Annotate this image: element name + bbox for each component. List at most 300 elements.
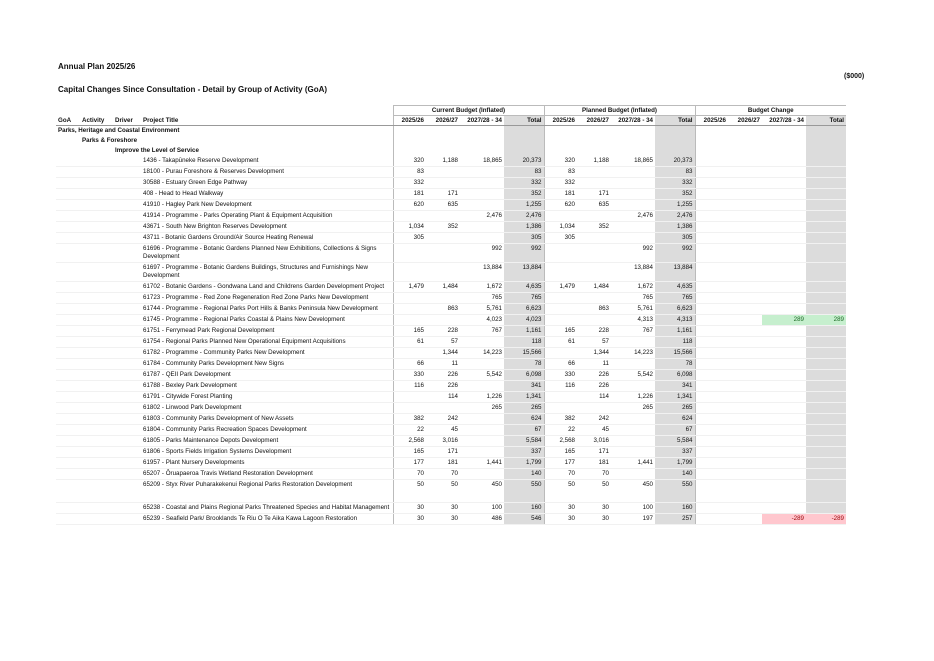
planned-y1-cell: 165: [544, 447, 577, 458]
col-planned-y2: 2026/27: [577, 116, 611, 126]
blank-indent-cell: [56, 503, 80, 514]
change-total-cell: [806, 414, 846, 425]
blank-indent-cell: [113, 167, 141, 178]
change-total-cell: [806, 447, 846, 458]
blank-indent-cell: [56, 514, 80, 525]
planned-y1-cell: 181: [544, 189, 577, 200]
change-y2-cell: [728, 348, 762, 359]
project-title-cell: 61791 - Citywide Forest Planting: [141, 392, 393, 403]
project-title-cell: 61723 - Programme - Red Zone Regeneration Red Zone Parks New Development: [141, 293, 393, 304]
planned-y1-cell: [544, 293, 577, 304]
current-y3-cell: 265: [460, 403, 504, 414]
change-y2-cell: [728, 436, 762, 447]
change-y3-cell: [762, 370, 806, 381]
planned-y3-cell: [611, 447, 655, 458]
change-y3-cell: [762, 458, 806, 469]
change-y2-cell: [728, 414, 762, 425]
blank-indent-cell: [80, 458, 113, 469]
planned-total-cell: 4,635: [655, 282, 695, 293]
blank-indent-cell: [113, 293, 141, 304]
change-total-cell: [806, 359, 846, 370]
current-y3-cell: [460, 337, 504, 348]
planned-y3-cell: 5,542: [611, 370, 655, 381]
change-y1-cell: [695, 282, 728, 293]
planned-total-cell: 2,476: [655, 211, 695, 222]
change-total-cell: [806, 200, 846, 211]
blank-indent-cell: [113, 480, 141, 503]
blank-indent-cell: [80, 359, 113, 370]
col-activity: Activity: [80, 116, 113, 126]
planned-y1-cell: 165: [544, 326, 577, 337]
planned-total-cell: 6,623: [655, 304, 695, 315]
blank-indent-cell: [56, 436, 80, 447]
change-total-cell: [806, 211, 846, 222]
current-y2-cell: [426, 167, 460, 178]
change-y1-cell: [695, 233, 728, 244]
project-title-cell: 43671 - South New Brighton Reserves Development: [141, 222, 393, 233]
planned-total-cell: 1,799: [655, 458, 695, 469]
current-y2-cell: [426, 211, 460, 222]
change-y2-cell: [728, 480, 762, 503]
driver-section-row: [56, 146, 846, 156]
project-title-cell: 18100 - Purau Foreshore & Reserves Development: [141, 167, 393, 178]
col-change-y2: 2026/27: [728, 116, 762, 126]
current-total-cell: 140: [504, 469, 544, 480]
blank-indent-cell: [113, 469, 141, 480]
change-total-cell: [806, 263, 846, 282]
current-total-cell: 83: [504, 167, 544, 178]
blank-indent-cell: [80, 403, 113, 414]
planned-budget-header: Planned Budget (Inflated): [544, 106, 695, 116]
current-y1-cell: 181: [393, 189, 426, 200]
current-y1-cell: [393, 293, 426, 304]
planned-y2-cell: 114: [577, 392, 611, 403]
planned-total-cell: 6,098: [655, 370, 695, 381]
change-y2-cell: [728, 403, 762, 414]
project-title-cell: 61802 - Linwood Park Development: [141, 403, 393, 414]
planned-total-cell: 1,341: [655, 392, 695, 403]
blank-indent-cell: [113, 348, 141, 359]
current-y1-cell: [393, 263, 426, 282]
project-row: [56, 326, 846, 337]
current-y1-cell: 30: [393, 503, 426, 514]
planned-y1-cell: [544, 211, 577, 222]
blank-indent-cell: [56, 348, 80, 359]
change-y3-cell: [762, 222, 806, 233]
current-y1-cell: 50: [393, 480, 426, 503]
goa-section-row: [56, 126, 846, 137]
change-y3-cell: [762, 348, 806, 359]
blank-indent-cell: [113, 178, 141, 189]
current-y3-cell: 4,023: [460, 315, 504, 326]
change-y3-cell: [762, 293, 806, 304]
project-title-cell: 61787 - QEII Park Development: [141, 370, 393, 381]
planned-y2-cell: 57: [577, 337, 611, 348]
change-y3-cell: [762, 244, 806, 263]
col-driver: Driver: [113, 116, 141, 126]
change-y1-cell: [695, 370, 728, 381]
blank-indent-cell: [80, 189, 113, 200]
planned-y2-cell: 226: [577, 381, 611, 392]
current-total-cell: 1,386: [504, 222, 544, 233]
planned-y1-cell: 22: [544, 425, 577, 436]
change-total-cell: [806, 337, 846, 348]
blank-indent-cell: [56, 211, 80, 222]
change-total-cell: [806, 392, 846, 403]
current-y3-cell: 765: [460, 293, 504, 304]
current-y1-cell: [393, 403, 426, 414]
project-title-cell: 61745 - Programme - Regional Parks Coastal & Plains New Development: [141, 315, 393, 326]
planned-y2-cell: [577, 167, 611, 178]
current-y1-cell: 320: [393, 156, 426, 167]
change-y3-cell: [762, 263, 806, 282]
planned-y3-cell: 4,313: [611, 315, 655, 326]
planned-y3-cell: 1,226: [611, 392, 655, 403]
column-header-row: [56, 116, 846, 126]
blank-indent-cell: [113, 370, 141, 381]
change-y1-cell: [695, 326, 728, 337]
planned-total-cell: 257: [655, 514, 695, 525]
change-y3-cell: [762, 403, 806, 414]
current-y1-cell: [393, 304, 426, 315]
current-y2-cell: 181: [426, 458, 460, 469]
blank-indent-cell: [56, 414, 80, 425]
project-row: [56, 370, 846, 381]
project-title-cell: 61702 - Botanic Gardens - Gondwana Land and Childrens Garden Development Project: [141, 282, 393, 293]
project-title-cell: 61803 - Community Parks Development of New Assets: [141, 414, 393, 425]
current-y1-cell: 2,568: [393, 436, 426, 447]
planned-y1-cell: [544, 244, 577, 263]
blank-indent-cell: [56, 392, 80, 403]
planned-y2-cell: 30: [577, 503, 611, 514]
change-y2-cell: [728, 315, 762, 326]
planned-y1-cell: [544, 392, 577, 403]
blank-indent-cell: [80, 469, 113, 480]
change-y2-cell: [728, 392, 762, 403]
budget-change-header: Budget Change: [695, 106, 846, 116]
current-y2-cell: 226: [426, 370, 460, 381]
blank-indent-cell: [56, 156, 80, 167]
col-change-total: Total: [806, 116, 846, 126]
current-y2-cell: [426, 293, 460, 304]
blank-indent-cell: [80, 263, 113, 282]
planned-y1-cell: 70: [544, 469, 577, 480]
current-y2-cell: [426, 263, 460, 282]
change-y2-cell: [728, 167, 762, 178]
blank-indent-cell: [56, 293, 80, 304]
activity-section-row: [56, 136, 846, 146]
planned-y3-cell: 450: [611, 480, 655, 503]
change-y1-cell: [695, 167, 728, 178]
current-y2-cell: 1,188: [426, 156, 460, 167]
planned-y3-cell: [611, 469, 655, 480]
change-y3-cell: [762, 211, 806, 222]
project-row: [56, 392, 846, 403]
change-y3-cell: -289: [762, 514, 806, 525]
planned-total-cell: 160: [655, 503, 695, 514]
project-title-cell: 65207 - Ōruapaeroa Travis Wetland Restoration Development: [141, 469, 393, 480]
planned-y3-cell: 765: [611, 293, 655, 304]
col-current-total: Total: [504, 116, 544, 126]
planned-y2-cell: 30: [577, 514, 611, 525]
change-total-cell: [806, 403, 846, 414]
planned-y2-cell: 1,188: [577, 156, 611, 167]
change-y3-cell: [762, 200, 806, 211]
planned-total-cell: 140: [655, 469, 695, 480]
current-y1-cell: [393, 211, 426, 222]
activity-section-label: Parks & Foreshore: [82, 137, 138, 144]
current-y3-cell: [460, 447, 504, 458]
planned-total-cell: 83: [655, 167, 695, 178]
current-y3-cell: [460, 167, 504, 178]
change-y3-cell: 289: [762, 315, 806, 326]
planned-y2-cell: [577, 403, 611, 414]
current-y3-cell: [460, 178, 504, 189]
change-total-cell: -289: [806, 514, 846, 525]
current-y3-cell: [460, 381, 504, 392]
blank-indent-cell: [80, 514, 113, 525]
blank-indent-cell: [80, 370, 113, 381]
current-y2-cell: 171: [426, 189, 460, 200]
planned-total-cell: 78: [655, 359, 695, 370]
planned-y3-cell: [611, 359, 655, 370]
planned-total-cell: 624: [655, 414, 695, 425]
project-row: [56, 304, 846, 315]
change-y2-cell: [728, 326, 762, 337]
blank-indent-cell: [80, 436, 113, 447]
col-change-y1: 2025/26: [695, 116, 728, 126]
change-y1-cell: [695, 348, 728, 359]
current-total-cell: 78: [504, 359, 544, 370]
current-total-cell: 4,023: [504, 315, 544, 326]
project-row: [56, 189, 846, 200]
current-y2-cell: 114: [426, 392, 460, 403]
planned-y2-cell: [577, 293, 611, 304]
current-y2-cell: 863: [426, 304, 460, 315]
blank-indent-cell: [56, 200, 80, 211]
planned-total-cell: 265: [655, 403, 695, 414]
col-current-y1: 2025/26: [393, 116, 426, 126]
planned-total-cell: 13,884: [655, 263, 695, 282]
project-title-cell: 61804 - Community Parks Recreation Spaces Development: [141, 425, 393, 436]
change-y2-cell: [728, 263, 762, 282]
change-total-cell: [806, 370, 846, 381]
current-total-cell: 550: [504, 480, 544, 503]
planned-y2-cell: 228: [577, 326, 611, 337]
current-total-cell: 765: [504, 293, 544, 304]
blank-indent-cell: [80, 326, 113, 337]
planned-y1-cell: 177: [544, 458, 577, 469]
current-total-cell: 352: [504, 189, 544, 200]
current-y1-cell: 61: [393, 337, 426, 348]
group-header-row: [56, 106, 846, 116]
change-y2-cell: [728, 233, 762, 244]
project-title-cell: 41910 - Hagley Park New Development: [141, 200, 393, 211]
change-y2-cell: [728, 469, 762, 480]
planned-y2-cell: [577, 211, 611, 222]
planned-y1-cell: 66: [544, 359, 577, 370]
blank-indent-cell: [113, 156, 141, 167]
project-title-cell: 408 - Head to Head Walkway: [141, 189, 393, 200]
change-total-cell: 289: [806, 315, 846, 326]
blank-indent-cell: [56, 403, 80, 414]
change-y1-cell: [695, 222, 728, 233]
current-y2-cell: 228: [426, 326, 460, 337]
current-y1-cell: 22: [393, 425, 426, 436]
project-title-cell: 61696 - Programme - Botanic Gardens Planned New Exhibitions, Collections & Signs Development: [141, 244, 393, 263]
project-row: [56, 211, 846, 222]
current-y2-cell: 226: [426, 381, 460, 392]
current-y1-cell: [393, 315, 426, 326]
planned-y3-cell: [611, 414, 655, 425]
current-y1-cell: 165: [393, 326, 426, 337]
col-change-y3: 2027/28 - 34: [762, 116, 806, 126]
planned-y2-cell: 242: [577, 414, 611, 425]
planned-total-cell: 5,584: [655, 436, 695, 447]
current-y2-cell: 30: [426, 503, 460, 514]
change-y3-cell: [762, 381, 806, 392]
current-y3-cell: 5,761: [460, 304, 504, 315]
change-y1-cell: [695, 414, 728, 425]
change-total-cell: [806, 178, 846, 189]
planned-y1-cell: 330: [544, 370, 577, 381]
change-y3-cell: [762, 337, 806, 348]
planned-y2-cell: [577, 233, 611, 244]
blank-indent-cell: [113, 244, 141, 263]
planned-total-cell: 341: [655, 381, 695, 392]
blank-indent-cell: [80, 425, 113, 436]
current-total-cell: 341: [504, 381, 544, 392]
change-y2-cell: [728, 381, 762, 392]
project-row: [56, 178, 846, 189]
current-y1-cell: [393, 244, 426, 263]
current-total-cell: 1,255: [504, 200, 544, 211]
change-y1-cell: [695, 447, 728, 458]
project-title-cell: 61697 - Programme - Botanic Gardens Buildings, Structures and Furnishings New Development: [141, 263, 393, 282]
planned-total-cell: 15,566: [655, 348, 695, 359]
current-y3-cell: [460, 425, 504, 436]
current-y3-cell: [460, 469, 504, 480]
planned-y3-cell: 18,865: [611, 156, 655, 167]
project-row: [56, 293, 846, 304]
planned-y3-cell: [611, 200, 655, 211]
change-y1-cell: [695, 211, 728, 222]
project-title-cell: 61754 - Regional Parks Planned New Operational Equipment Acquisitions: [141, 337, 393, 348]
planned-y1-cell: 332: [544, 178, 577, 189]
blank-indent-cell: [80, 392, 113, 403]
change-y1-cell: [695, 156, 728, 167]
planned-y1-cell: [544, 263, 577, 282]
current-y1-cell: 165: [393, 447, 426, 458]
planned-y2-cell: 1,344: [577, 348, 611, 359]
change-y2-cell: [728, 282, 762, 293]
project-row: [56, 480, 846, 503]
blank-indent-cell: [56, 315, 80, 326]
current-total-cell: 13,884: [504, 263, 544, 282]
page-title: Annual Plan 2025/26: [58, 62, 136, 71]
current-y2-cell: 1,484: [426, 282, 460, 293]
project-title-cell: 1436 - Takapūneke Reserve Development: [141, 156, 393, 167]
project-row: [56, 403, 846, 414]
change-y3-cell: [762, 469, 806, 480]
change-total-cell: [806, 293, 846, 304]
blank-indent-cell: [56, 458, 80, 469]
blank-indent-cell: [56, 189, 80, 200]
current-y2-cell: 3,016: [426, 436, 460, 447]
blank-indent-cell: [56, 469, 80, 480]
planned-total-cell: 332: [655, 178, 695, 189]
current-y2-cell: [426, 315, 460, 326]
planned-y2-cell: [577, 263, 611, 282]
goa-section-label: Parks, Heritage and Coastal Environment: [58, 127, 180, 134]
blank-indent-cell: [113, 503, 141, 514]
units-label: ($000): [844, 73, 865, 80]
planned-y3-cell: [611, 337, 655, 348]
blank-indent-cell: [80, 503, 113, 514]
change-total-cell: [806, 244, 846, 263]
current-y2-cell: 635: [426, 200, 460, 211]
project-row: [56, 469, 846, 480]
current-total-cell: 337: [504, 447, 544, 458]
project-row: [56, 156, 846, 167]
change-y2-cell: [728, 156, 762, 167]
project-row: [56, 447, 846, 458]
blank-indent-cell: [80, 480, 113, 503]
change-y1-cell: [695, 436, 728, 447]
change-y3-cell: [762, 233, 806, 244]
change-y3-cell: [762, 178, 806, 189]
change-y1-cell: [695, 458, 728, 469]
planned-y3-cell: 13,884: [611, 263, 655, 282]
blank-indent-cell: [56, 233, 80, 244]
planned-y2-cell: 181: [577, 458, 611, 469]
change-y2-cell: [728, 244, 762, 263]
project-title-cell: 61751 - Ferrymead Park Regional Development: [141, 326, 393, 337]
project-title-cell: 43711 - Botanic Gardens Ground/Air Source Heating Renewal: [141, 233, 393, 244]
change-total-cell: [806, 282, 846, 293]
budget-table: [56, 105, 846, 525]
change-y1-cell: [695, 514, 728, 525]
current-y2-cell: 50: [426, 480, 460, 503]
col-planned-y3: 2027/28 - 34: [611, 116, 655, 126]
planned-total-cell: 992: [655, 244, 695, 263]
col-current-y3: 2027/28 - 34: [460, 116, 504, 126]
blank-indent-cell: [56, 178, 80, 189]
blank-indent-cell: [56, 244, 80, 263]
blank-indent-cell: [113, 381, 141, 392]
blank-indent-cell: [56, 326, 80, 337]
blank-indent-cell: [113, 403, 141, 414]
change-y3-cell: [762, 189, 806, 200]
current-y3-cell: [460, 189, 504, 200]
blank-indent-cell: [56, 304, 80, 315]
project-row: [56, 244, 846, 263]
change-y2-cell: [728, 211, 762, 222]
driver-section-label: Improve the Level of Service: [115, 147, 199, 154]
current-total-cell: 265: [504, 403, 544, 414]
planned-y3-cell: 197: [611, 514, 655, 525]
current-y2-cell: [426, 244, 460, 263]
planned-y3-cell: 2,476: [611, 211, 655, 222]
change-y1-cell: [695, 381, 728, 392]
change-y2-cell: [728, 222, 762, 233]
planned-y1-cell: 50: [544, 480, 577, 503]
planned-y2-cell: 1,484: [577, 282, 611, 293]
planned-y1-cell: 320: [544, 156, 577, 167]
blank-indent-cell: [80, 167, 113, 178]
current-total-cell: 2,476: [504, 211, 544, 222]
change-y1-cell: [695, 337, 728, 348]
